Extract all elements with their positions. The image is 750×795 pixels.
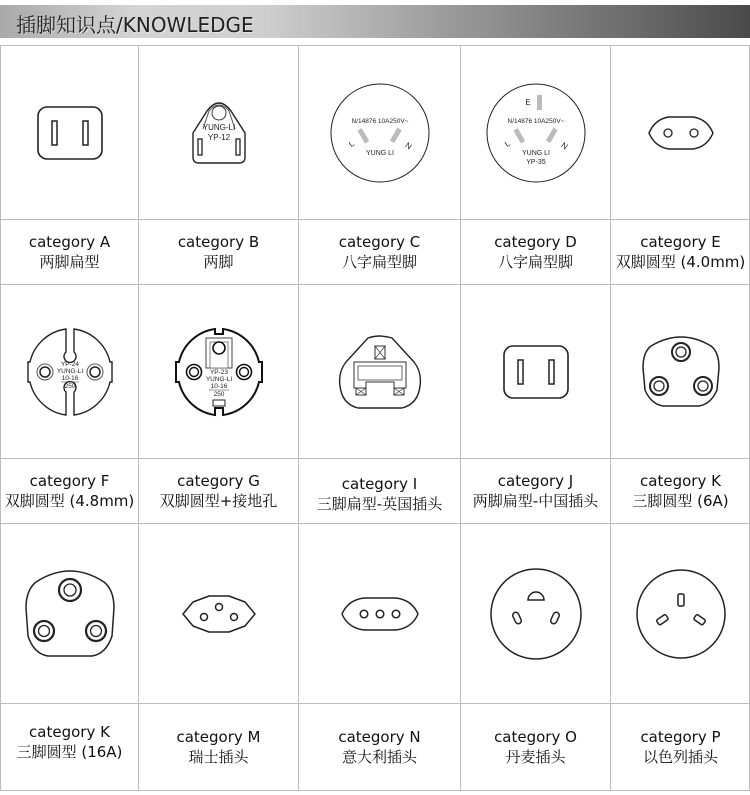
category-name: category C <box>338 233 421 251</box>
plug-label-o <box>460 703 610 790</box>
plug-type-c-icon <box>320 73 440 193</box>
plug-label-p <box>610 703 750 790</box>
plug-marking: 10-16 <box>210 382 227 390</box>
plug-label-e <box>610 219 750 284</box>
section-header <box>0 5 750 38</box>
grid-border-bottom <box>0 790 750 791</box>
plug-label-k-6a <box>610 458 750 523</box>
category-name: category K <box>29 723 110 741</box>
plug-image-g <box>138 284 298 458</box>
category-desc: 以色列插头 <box>642 748 718 766</box>
category-desc: 三脚圆型 (16A) <box>16 743 123 761</box>
plug-type-g-icon <box>159 312 279 432</box>
category-name: category F <box>29 472 110 490</box>
plug-label-f <box>0 458 138 523</box>
plug-label-i <box>298 458 460 523</box>
category-name: category O <box>494 728 577 746</box>
category-desc: 双脚圆型 (4.8mm) <box>4 492 135 510</box>
category-desc: 两脚扁型-中国插头 <box>472 492 599 510</box>
plug-marking: E <box>524 98 531 107</box>
plug-marking: 250 <box>64 382 75 390</box>
plug-label-m <box>138 703 298 790</box>
plug-image-m <box>138 523 298 703</box>
plug-type-i-icon <box>320 312 440 432</box>
category-desc: 丹麦插头 <box>505 748 566 766</box>
category-desc: 三脚圆型 (6A) <box>632 492 729 510</box>
plug-marking: YUNG LI <box>365 150 394 157</box>
plug-type-f-icon <box>10 312 130 432</box>
plug-marking: YP-12 <box>207 133 230 142</box>
category-desc: 两脚扁型 <box>39 253 100 271</box>
plug-type-b-icon <box>159 73 279 193</box>
plug-image-f <box>0 284 138 458</box>
category-name: category P <box>640 728 721 746</box>
category-desc: 意大利插头 <box>341 748 417 766</box>
category-name: category G <box>177 472 260 490</box>
plug-image-a <box>0 45 138 220</box>
plug-marking: N/14876 10A250V~ <box>351 118 408 125</box>
plug-type-k-16a-icon <box>5 549 135 679</box>
plug-label-k-16a <box>0 703 138 790</box>
plug-marking: 10-16 <box>61 374 78 382</box>
category-desc: 八字扁型脚 <box>497 253 573 271</box>
category-name: category M <box>176 728 261 746</box>
plug-image-n <box>298 523 460 703</box>
plug-marking: YUNG-LI <box>205 375 232 383</box>
plug-marking: YUNG LI <box>521 150 550 157</box>
plug-image-j <box>460 284 610 458</box>
category-desc: 双脚圆型+接地孔 <box>159 492 278 510</box>
plug-marking: N <box>402 140 413 152</box>
plug-type-a-icon <box>10 73 130 193</box>
plug-image-p <box>610 523 750 703</box>
plug-label-g <box>138 458 298 523</box>
plug-type-o-icon <box>476 554 596 674</box>
plug-marking: 250 <box>213 390 224 398</box>
plug-label-n <box>298 703 460 790</box>
plug-marking: YP-24 <box>60 360 79 368</box>
category-name: category I <box>341 475 418 493</box>
plug-type-e-icon <box>621 73 741 193</box>
category-name: category J <box>497 472 574 490</box>
plug-marking: YP-23 <box>209 368 228 376</box>
plug-image-d <box>460 45 610 220</box>
plug-label-j <box>460 458 610 523</box>
category-desc: 瑞士插头 <box>188 748 249 766</box>
category-name: category B <box>177 233 260 251</box>
section-title: 插脚知识点/KNOWLEDGE <box>16 13 254 37</box>
plug-marking: L <box>502 138 512 149</box>
category-name: category D <box>494 233 577 251</box>
plug-type-m-icon <box>159 554 279 674</box>
category-name: category N <box>338 728 421 746</box>
plug-marking: N <box>558 140 569 152</box>
plug-image-k-16a <box>0 523 138 703</box>
plug-label-d <box>460 219 610 284</box>
plug-marking: L <box>346 138 356 149</box>
plug-type-p-icon <box>621 554 741 674</box>
category-desc: 双脚圆型 (4.0mm) <box>615 253 746 271</box>
plug-type-d-icon <box>476 73 596 193</box>
category-desc: 八字扁型脚 <box>341 253 417 271</box>
plug-image-k-6a <box>610 284 750 458</box>
plug-type-k-6a-icon <box>621 312 741 432</box>
plug-image-i <box>298 284 460 458</box>
plug-image-c <box>298 45 460 220</box>
plug-image-b <box>138 45 298 220</box>
plug-image-o <box>460 523 610 703</box>
plug-marking: YUNG-LI <box>56 367 83 375</box>
plug-label-b <box>138 219 298 284</box>
category-desc: 三脚扁型-英国插头 <box>316 495 443 513</box>
plug-marking: YUNG-LI <box>202 123 235 132</box>
plug-type-j-icon <box>476 312 596 432</box>
category-desc: 两脚 <box>203 253 234 271</box>
category-name: category E <box>640 233 721 251</box>
plug-marking: YP-35 <box>525 159 546 166</box>
plug-type-n-icon <box>320 554 440 674</box>
plug-label-a <box>0 219 138 284</box>
plug-image-e <box>610 45 750 220</box>
category-name: category A <box>28 233 111 251</box>
plug-label-c <box>298 219 460 284</box>
category-name: category K <box>640 472 721 490</box>
plug-marking: N/14876 10A250V~ <box>507 118 564 125</box>
